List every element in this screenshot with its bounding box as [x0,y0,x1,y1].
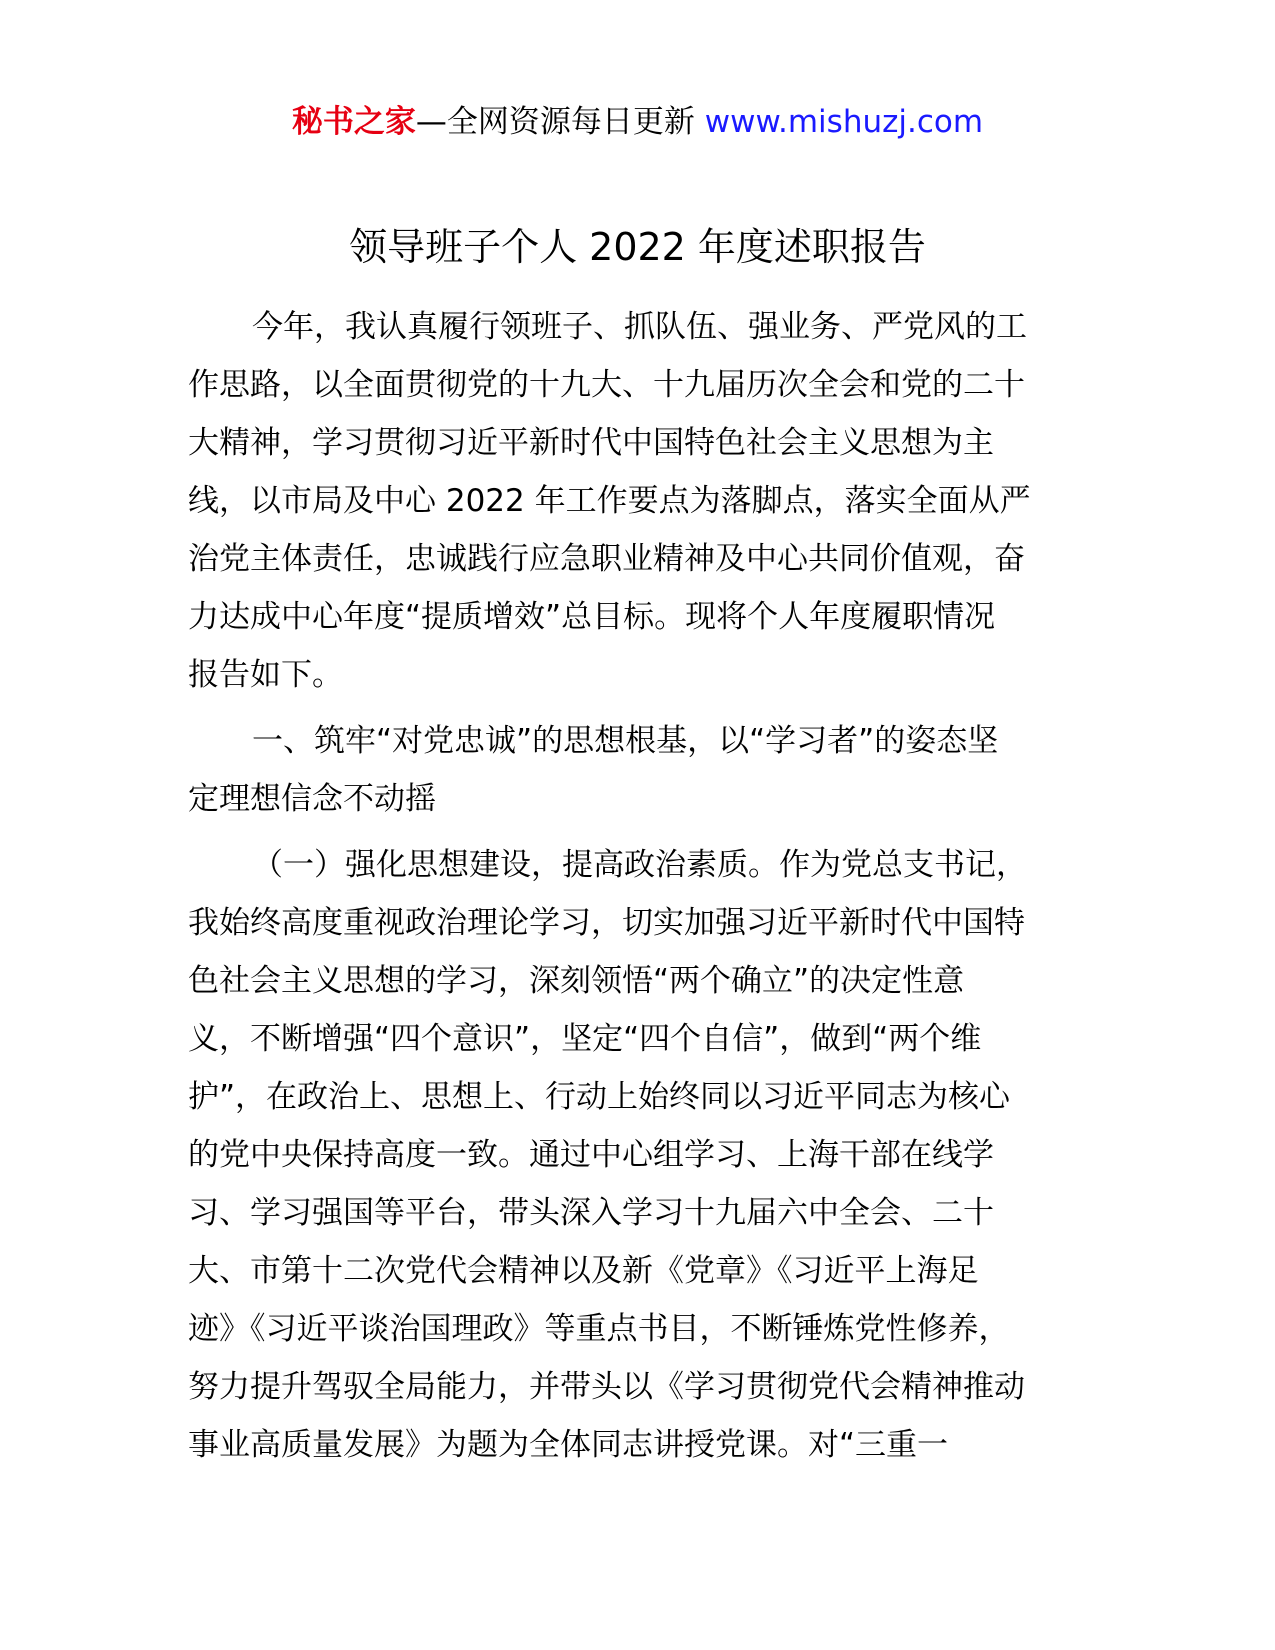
text-line: 事业高质量发展》为题为全体同志讲授党课。对“三重一 [188,1427,949,1463]
text-line: 色社会主义思想的学习，深刻领悟“两个确立”的决定性意 [188,963,965,999]
text-line: 大、市第十二次党代会精神以及新《党章》《习近平上海足 [188,1253,979,1289]
text-line: 今年，我认真履行领班子、抓队伍、强业务、严党风的工 [252,309,1027,345]
document-title: 领导班子个人 2022 年度述职报告 [349,225,926,269]
text-line: 努力提升驾驭全局能力，并带头以《学习贯彻党代会精神推动 [188,1369,1025,1405]
section-heading-1 [188,712,1088,828]
text-line: 力达成中心年度“提质增效”总目标。现将个人年度履职情况 [188,599,996,635]
text-line: 的党中央保持高度一致。通过中心组学习、上海干部在线学 [188,1137,994,1173]
brand-name: 秘书之家 [291,104,416,140]
paragraph-intro [188,298,1088,704]
text-line: 大精神，学习贯彻习近平新时代中国特色社会主义思想为主 [188,425,994,461]
text-line: 报告如下。 [188,657,343,693]
text-line: 护”，在政治上、思想上、行动上始终同以习近平同志为核心 [188,1079,1011,1115]
document-body [188,298,1088,1474]
text-line: 线，以市局及中心 2022 年工作要点为落脚点，落实全面从严 [188,483,1031,519]
text-line: 定理想信念不动摇 [188,781,436,817]
text-line: 治党主体责任，忠诚践行应急职业精神及中心共同价值观，奋 [188,541,1025,577]
header-url[interactable]: www.mishuzj.com [704,104,984,140]
text-line: 义，不断增强“四个意识”，坚定“四个自信”，做到“两个维 [188,1021,982,1057]
paragraph-subsection-1 [188,836,1088,1474]
header-tagline: —全网资源每日更新 [415,104,705,140]
paragraph-gap [188,828,1088,836]
text-line: 习、学习强国等平台，带头深入学习十九届六中全会、二十 [188,1195,994,1231]
text-line: 我始终高度重视政治理论学习，切实加强习近平新时代中国特 [188,905,1025,941]
paragraph-gap [188,704,1088,712]
text-line: 作思路，以全面贯彻党的十九大、十九届历次全会和党的二十 [188,367,1025,403]
text-line: 一、筑牢“对党忠诚”的思想根基，以“学习者”的姿态坚 [252,723,999,759]
site-header [0,100,1275,144]
text-line: 迹》《习近平谈治国理政》等重点书目，不断锤炼党性修养， [188,1311,1010,1347]
text-line: （一）强化思想建设，提高政治素质。作为党总支书记， [252,847,1027,883]
